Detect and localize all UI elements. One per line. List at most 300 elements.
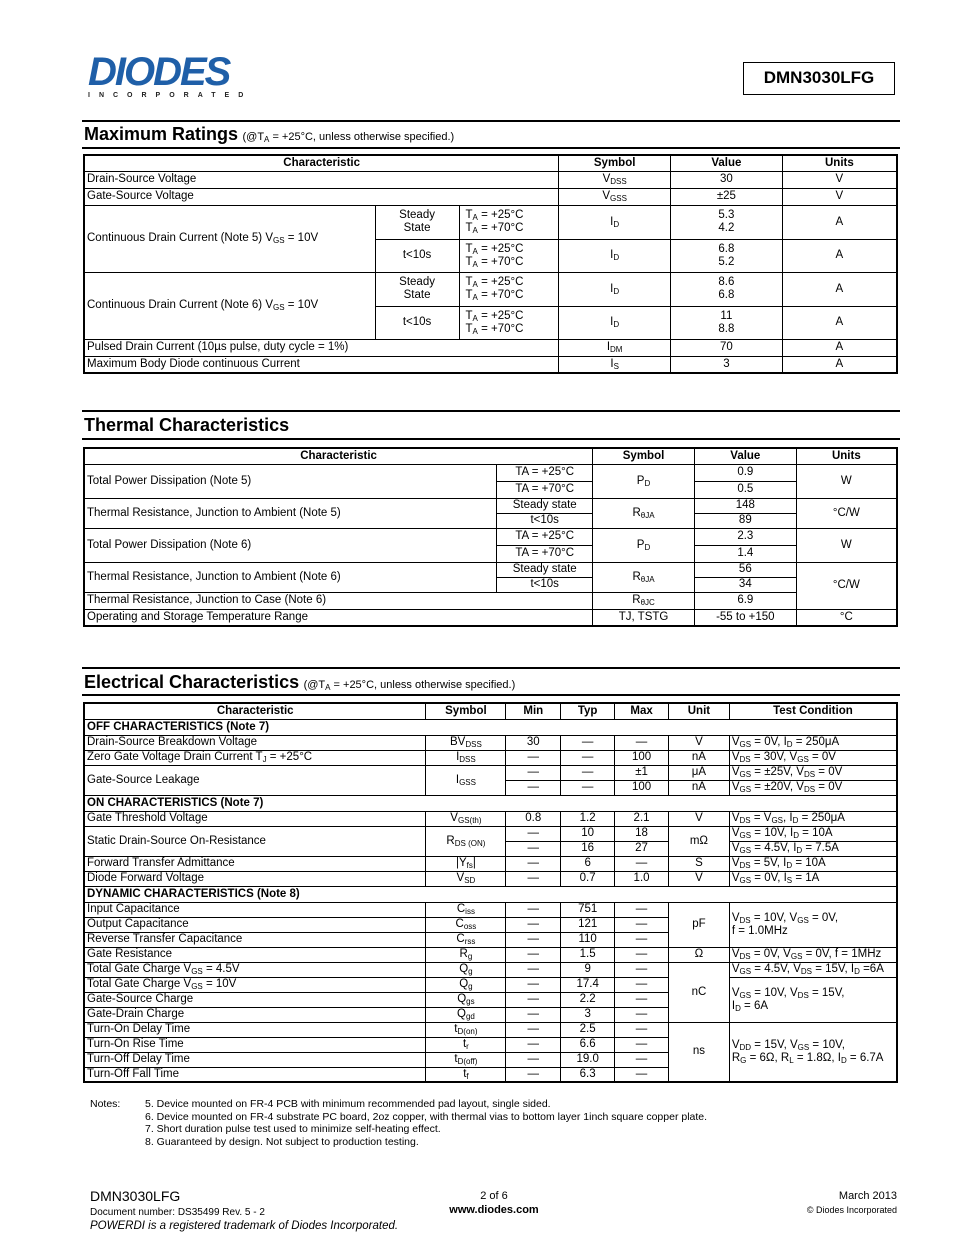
cell bbox=[426, 947, 506, 962]
cell bbox=[671, 306, 783, 339]
cell: ±1 bbox=[615, 765, 669, 780]
sub: D(on) bbox=[457, 1027, 478, 1036]
cell: TA = +25°C bbox=[497, 528, 593, 545]
thermal-table bbox=[83, 447, 898, 627]
txt: = +25°C bbox=[477, 242, 524, 255]
col-symbol: Symbol bbox=[559, 155, 671, 171]
cell: Total Gate Charge $V_{GS} = 4.5V$ bbox=[84, 962, 426, 977]
cell: Static Drain-Source On-Resistance bbox=[84, 826, 426, 856]
sym: C bbox=[455, 918, 464, 930]
table-row bbox=[84, 464, 897, 481]
cell: Gate Threshold Voltage bbox=[84, 811, 426, 826]
footer-date: March 2013 bbox=[838, 1190, 897, 1202]
cell: t<10s bbox=[497, 513, 593, 528]
sub: θJA bbox=[640, 510, 655, 520]
col-characteristic: Characteristic bbox=[84, 155, 559, 171]
cell: $V_{GS} = \pm 25V$, $V_{DS} = 0V$ bbox=[729, 765, 897, 780]
cell: t<10s bbox=[375, 306, 459, 339]
cell: V bbox=[669, 735, 730, 750]
footer-trademark: POWERDI is a registered trademark of Diodes Incorporated. bbox=[90, 1220, 399, 1232]
cell bbox=[559, 239, 671, 272]
sym: I bbox=[610, 215, 614, 228]
cell: — bbox=[615, 735, 669, 750]
cell: t<10s bbox=[375, 239, 459, 272]
sub: r bbox=[466, 1042, 469, 1051]
section-rule bbox=[82, 438, 900, 440]
cell: 56 bbox=[694, 562, 796, 577]
sub: g bbox=[468, 967, 473, 976]
cell: 0.5 bbox=[694, 481, 796, 498]
cell: W bbox=[796, 464, 897, 498]
cell: 70 bbox=[671, 339, 783, 356]
cell: — bbox=[615, 1037, 669, 1052]
sub: D bbox=[644, 542, 651, 552]
cell bbox=[559, 171, 671, 188]
cell: — bbox=[615, 1052, 669, 1067]
cell bbox=[426, 811, 506, 826]
sub: g bbox=[468, 982, 473, 991]
table-row bbox=[84, 947, 897, 962]
cell: 751 bbox=[561, 902, 615, 917]
cell: 1.5 bbox=[561, 947, 615, 962]
cell: 2.3 bbox=[694, 528, 796, 545]
txt: Steady State bbox=[399, 276, 435, 301]
cell: $V_{GS} = 4.5V$, $I_D = 7.5A$ bbox=[729, 841, 897, 856]
val: 6.8 bbox=[718, 242, 735, 255]
table-row bbox=[84, 188, 897, 205]
cell: Gate Resistance bbox=[84, 947, 426, 962]
cell: A bbox=[782, 356, 897, 373]
table-row bbox=[84, 528, 897, 545]
cell: — bbox=[506, 932, 561, 947]
col-units: Units bbox=[782, 155, 897, 171]
cell: — bbox=[615, 1022, 669, 1037]
cell: Thermal Resistance, Junction to Ambient (Note 6) bbox=[84, 562, 497, 592]
val: 8.8 bbox=[718, 322, 735, 335]
cell: $V_{DS} = 30V$, $V_{GS} = 0V$ bbox=[729, 750, 897, 765]
cell: — bbox=[615, 977, 669, 992]
sub: f bbox=[466, 1071, 469, 1081]
sym: V bbox=[602, 190, 611, 202]
cell: 30 bbox=[671, 171, 783, 188]
logo-text: DIODES bbox=[88, 50, 230, 94]
cell: TA = +70°C bbox=[497, 545, 593, 562]
cell bbox=[426, 917, 506, 932]
val: 8.6 bbox=[718, 276, 735, 288]
part-number-box: DMN3030LFG bbox=[743, 62, 895, 95]
notes-label: Notes: bbox=[90, 1098, 121, 1110]
sub: g bbox=[467, 952, 473, 961]
cell: — bbox=[506, 871, 561, 886]
cell: $V_{DD} = 15V$, $V_{GS} = 10V$, $R_G = 6\Omega$, $R_L = 1.8\Omega$, $I_D = 6.7A$ bbox=[729, 1022, 897, 1082]
col-symbol: Symbol bbox=[593, 448, 695, 464]
table-row bbox=[84, 902, 897, 917]
cell: 0.8 bbox=[506, 811, 561, 826]
cell: $V_{GS} = 10V$, $I_D = 10A$ bbox=[729, 826, 897, 841]
table-row bbox=[84, 272, 897, 306]
col-units: Units bbox=[796, 448, 897, 464]
cell: — bbox=[561, 780, 615, 795]
col-min: Min bbox=[506, 703, 561, 719]
sym: R bbox=[632, 594, 641, 606]
sym: P bbox=[636, 474, 645, 487]
cell: $T_A = +25^\circ C$ $T_A = +70^\circ C$ bbox=[459, 306, 559, 339]
cell bbox=[593, 464, 695, 498]
cell bbox=[559, 188, 671, 205]
table-row bbox=[84, 977, 897, 992]
sym: R bbox=[632, 570, 641, 583]
cell bbox=[426, 871, 506, 886]
cell: ns bbox=[669, 1022, 730, 1082]
sym: I bbox=[610, 249, 614, 261]
cell: S bbox=[669, 856, 730, 871]
val: 4.2 bbox=[718, 222, 735, 234]
sym: Q bbox=[456, 1008, 466, 1020]
cell: 19.0 bbox=[561, 1052, 615, 1067]
cell: nA bbox=[669, 750, 730, 765]
table-row bbox=[84, 609, 897, 626]
cell: 6.6 bbox=[561, 1037, 615, 1052]
cell: 100 bbox=[615, 780, 669, 795]
note-item: 8. Guaranteed by design. Not subject to production testing. bbox=[145, 1135, 419, 1148]
sym: I bbox=[610, 357, 614, 370]
cell: $V_{GS} = \pm 20V$, $V_{DS} = 0V$ bbox=[729, 780, 897, 795]
cell: μA bbox=[669, 765, 730, 780]
cell: mΩ bbox=[669, 826, 730, 856]
cell bbox=[559, 339, 671, 356]
cell: V bbox=[669, 811, 730, 826]
sub: D(off) bbox=[457, 1057, 478, 1066]
cell: V bbox=[669, 871, 730, 886]
section-rule bbox=[82, 694, 900, 696]
col-characteristic: Characteristic bbox=[84, 448, 593, 464]
cell: — bbox=[615, 992, 669, 1007]
table-row bbox=[84, 562, 897, 577]
cell: Maximum Body Diode continuous Current bbox=[84, 356, 559, 373]
cell bbox=[375, 272, 459, 306]
col-characteristic: Characteristic bbox=[84, 703, 426, 719]
cell: $T_A = +25^\circ C$ $T_A = +70^\circ C$ bbox=[459, 239, 559, 272]
txt: Continuous Drain Current (Note 6) V bbox=[87, 299, 273, 311]
txt: = 10V bbox=[284, 232, 319, 244]
cell bbox=[84, 205, 375, 272]
sub: θJA bbox=[640, 574, 655, 584]
cell bbox=[426, 1022, 506, 1037]
cell bbox=[559, 205, 671, 239]
table-row bbox=[84, 871, 897, 886]
electrical-table bbox=[83, 702, 898, 1083]
sub: D bbox=[613, 219, 620, 229]
sym: V bbox=[456, 872, 465, 884]
table-row bbox=[84, 826, 897, 841]
cell: Diode Forward Voltage bbox=[84, 871, 426, 886]
sub: DSS bbox=[610, 177, 627, 186]
cell: — bbox=[506, 856, 561, 871]
val: 5.2 bbox=[718, 255, 735, 268]
sub: D bbox=[644, 478, 651, 488]
cell: Total Gate Charge $V_{GS} = 10V$ bbox=[84, 977, 426, 992]
cell bbox=[426, 962, 506, 977]
table-row bbox=[84, 750, 897, 765]
cell: 1.4 bbox=[694, 545, 796, 562]
cell: 0.7 bbox=[561, 871, 615, 886]
table-row bbox=[84, 735, 897, 750]
cell: 2.2 bbox=[561, 992, 615, 1007]
sub: gs bbox=[466, 997, 475, 1006]
cell: 1.0 bbox=[615, 871, 669, 886]
cell: nC bbox=[669, 962, 730, 1022]
cell: 6.9 bbox=[694, 592, 796, 609]
cell: — bbox=[561, 765, 615, 780]
sym: I bbox=[455, 773, 460, 786]
cell: — bbox=[506, 962, 561, 977]
cell: 100 bbox=[615, 750, 669, 765]
col-value: Value bbox=[694, 448, 796, 464]
table-row bbox=[84, 811, 897, 826]
cell: $V_{DS} = V_{GS}$, $I_D = 250\mu A$ bbox=[729, 811, 897, 826]
sym: t bbox=[454, 1023, 458, 1035]
cell bbox=[426, 992, 506, 1007]
cell: Thermal Resistance, Junction to Ambient (Note 5) bbox=[84, 498, 497, 528]
txt: = +70°C bbox=[477, 255, 524, 268]
table-row bbox=[84, 765, 897, 780]
sub: gd bbox=[465, 1012, 475, 1021]
cell: — bbox=[615, 932, 669, 947]
cell: — bbox=[506, 917, 561, 932]
sub: GSS bbox=[610, 194, 627, 203]
cell: 3 bbox=[671, 356, 783, 373]
cell: 17.4 bbox=[561, 977, 615, 992]
cell: $V_{DS} = 5V$, $I_D = 10A$ bbox=[729, 856, 897, 871]
cell: 34 bbox=[694, 577, 796, 592]
txt: Continuous Drain Current (Note 5) V bbox=[87, 232, 273, 244]
sym: R bbox=[632, 506, 641, 519]
cell: — bbox=[506, 902, 561, 917]
max-ratings-heading bbox=[84, 124, 454, 145]
cell: nA bbox=[669, 780, 730, 795]
cell: ±25 bbox=[671, 188, 783, 205]
txt: = +70°C bbox=[477, 222, 524, 234]
section-rule bbox=[82, 147, 900, 149]
cell: 2.1 bbox=[615, 811, 669, 826]
cell: — bbox=[506, 1022, 561, 1037]
sub: SD bbox=[464, 876, 476, 885]
sym: BV bbox=[450, 736, 466, 748]
cell: Steady state bbox=[497, 562, 593, 577]
electrical-note: ($@T_A = +25^\circ C$, unless otherwise specified.) bbox=[303, 679, 516, 692]
table-row bbox=[84, 356, 897, 373]
group-header-row bbox=[84, 795, 897, 811]
cell bbox=[426, 1067, 506, 1082]
cell: Gate-Source Leakage bbox=[84, 765, 426, 795]
sub: GS(th) bbox=[457, 816, 482, 825]
cell: — bbox=[615, 962, 669, 977]
cell: — bbox=[615, 1007, 669, 1022]
cell: Gate-Source Charge bbox=[84, 992, 426, 1007]
sub: DM bbox=[610, 345, 623, 354]
cell: 30 bbox=[506, 735, 561, 750]
sym: Q bbox=[457, 993, 467, 1005]
cell bbox=[426, 735, 506, 750]
on-characteristics-header: ON CHARACTERISTICS (Note 7) bbox=[84, 795, 897, 811]
cell: Turn-Off Fall Time bbox=[84, 1067, 426, 1082]
sym: |Y bbox=[455, 857, 467, 869]
cell bbox=[559, 306, 671, 339]
cell: Total Power Dissipation (Note 6) bbox=[84, 528, 497, 562]
cell: — bbox=[561, 750, 615, 765]
cell bbox=[593, 498, 695, 528]
footer-copyright: © Diodes Incorporated bbox=[806, 1205, 897, 1215]
note-item: 6. Device mounted on FR-4 substrate PC board, 2oz copper, with thermal vias to bottom layer 1inch square copper plate. bbox=[145, 1110, 708, 1123]
col-max: Max bbox=[615, 703, 669, 719]
sub: oss bbox=[463, 922, 477, 931]
cell bbox=[426, 977, 506, 992]
cell: — bbox=[615, 917, 669, 932]
cell: 18 bbox=[615, 826, 669, 841]
group-header-row bbox=[84, 719, 897, 735]
txt: = +70°C bbox=[477, 322, 524, 335]
txt: = +25°C bbox=[477, 309, 524, 322]
sub: iss bbox=[465, 907, 475, 916]
cell: Thermal Resistance, Junction to Case (Note 6) bbox=[84, 592, 593, 609]
sym: t bbox=[454, 1053, 458, 1065]
cell: Pulsed Drain Current (10µs pulse, duty cycle = 1%) bbox=[84, 339, 559, 356]
cell: — bbox=[506, 1052, 561, 1067]
cell bbox=[559, 356, 671, 373]
thermal-title: Thermal Characteristics bbox=[84, 415, 290, 435]
cell: — bbox=[506, 780, 561, 795]
cell: — bbox=[615, 902, 669, 917]
cell: $T_A = +25^\circ C$ $T_A = +70^\circ C$ bbox=[459, 272, 559, 306]
footer-doc: Document number: DS35499 Rev. 5 - 2 bbox=[90, 1207, 265, 1218]
cell: -55 to +150 bbox=[694, 609, 796, 626]
cell: A bbox=[782, 272, 897, 306]
cell: Turn-On Rise Time bbox=[84, 1037, 426, 1052]
cell bbox=[593, 528, 695, 562]
cell: — bbox=[506, 947, 561, 962]
cell: — bbox=[506, 977, 561, 992]
sym: Q bbox=[459, 963, 469, 975]
cell: Input Capacitance bbox=[84, 902, 426, 917]
sym: V bbox=[450, 812, 458, 824]
sym: I bbox=[456, 751, 460, 763]
col-value: Value bbox=[671, 155, 783, 171]
cell: Gate-Source Voltage bbox=[84, 188, 559, 205]
cell: Drain-Source Voltage bbox=[84, 171, 559, 188]
cell: TA = +70°C bbox=[497, 481, 593, 498]
cell: $V_{GS} = 0V$, $I_D = 250\mu A$ bbox=[729, 735, 897, 750]
table-header-row bbox=[84, 448, 897, 464]
sub: D bbox=[613, 253, 620, 262]
table-row bbox=[84, 592, 897, 609]
cell: °C/W bbox=[796, 498, 897, 528]
cell: $V_{DS} = 0V$, $V_{GS} = 0V$, f = 1MHz bbox=[729, 947, 897, 962]
sym: R bbox=[459, 948, 468, 960]
max-ratings-title: Maximum Ratings bbox=[84, 124, 239, 144]
notes-list bbox=[145, 1098, 895, 1148]
cell: $V_{GS} = 0V$, $I_S = 1A$ bbox=[729, 871, 897, 886]
col-unit: Unit bbox=[669, 703, 730, 719]
cell: 2.5 bbox=[561, 1022, 615, 1037]
note-item: 5. Device mounted on FR-4 PCB with minimum recommended pad layout, single sided. bbox=[145, 1098, 551, 1110]
sym: P bbox=[636, 538, 645, 551]
sym: Q bbox=[459, 978, 469, 990]
cell bbox=[375, 205, 459, 239]
txt: = 10V bbox=[284, 299, 319, 311]
table-row bbox=[84, 339, 897, 356]
cell: V bbox=[782, 188, 897, 205]
txt: = +25°C bbox=[477, 276, 524, 288]
cell: A bbox=[782, 306, 897, 339]
sub: D bbox=[613, 286, 620, 296]
footer-url[interactable]: www.diodes.com bbox=[449, 1204, 539, 1216]
table-row bbox=[84, 856, 897, 871]
sym: V bbox=[602, 173, 611, 185]
cell: — bbox=[506, 750, 561, 765]
cell: A bbox=[782, 239, 897, 272]
cell bbox=[426, 1007, 506, 1022]
cell: Gate-Drain Charge bbox=[84, 1007, 426, 1022]
cell: Total Power Dissipation (Note 5) bbox=[84, 464, 497, 498]
sub: D bbox=[613, 320, 620, 329]
cell: 6 bbox=[561, 856, 615, 871]
cell: TJ, TSTG bbox=[593, 609, 695, 626]
cell: 27 bbox=[615, 841, 669, 856]
electrical-heading bbox=[84, 672, 515, 693]
diodes-logo bbox=[88, 52, 263, 100]
cell: Operating and Storage Temperature Range bbox=[84, 609, 593, 626]
sub: GS bbox=[273, 303, 285, 312]
electrical-title: Electrical Characteristics bbox=[84, 672, 300, 692]
cell bbox=[426, 1037, 506, 1052]
cell bbox=[559, 272, 671, 306]
table-row bbox=[84, 205, 897, 239]
cell: TA = +25°C bbox=[497, 464, 593, 481]
cell bbox=[84, 272, 375, 339]
sym: t bbox=[463, 1067, 467, 1080]
sym: C bbox=[456, 933, 465, 945]
sym: I bbox=[606, 341, 611, 353]
group-header-row bbox=[84, 886, 897, 902]
cell: W bbox=[796, 528, 897, 562]
section-rule bbox=[82, 410, 900, 412]
cell: — bbox=[615, 947, 669, 962]
section-rule bbox=[82, 120, 900, 122]
sub: S bbox=[613, 361, 619, 371]
cell: V bbox=[782, 171, 897, 188]
cell: 6.3 bbox=[561, 1067, 615, 1082]
cell: — bbox=[506, 992, 561, 1007]
cell: 10 bbox=[561, 826, 615, 841]
cell bbox=[426, 856, 506, 871]
cell: Turn-On Delay Time bbox=[84, 1022, 426, 1037]
cell: — bbox=[506, 1007, 561, 1022]
table-header-row bbox=[84, 703, 897, 719]
cell bbox=[426, 750, 506, 765]
cell: — bbox=[506, 765, 561, 780]
cell bbox=[593, 592, 695, 609]
cell: 3 bbox=[561, 1007, 615, 1022]
cell: — bbox=[561, 735, 615, 750]
sym: I bbox=[610, 282, 614, 295]
sub: rss bbox=[464, 937, 476, 946]
off-characteristics-header: OFF CHARACTERISTICS (Note 7) bbox=[84, 719, 897, 735]
sub: DSS bbox=[465, 740, 482, 749]
sym: | bbox=[472, 857, 476, 869]
cell: °C bbox=[796, 609, 897, 626]
val: 5.3 bbox=[718, 209, 735, 221]
sub: GSS bbox=[459, 777, 476, 787]
